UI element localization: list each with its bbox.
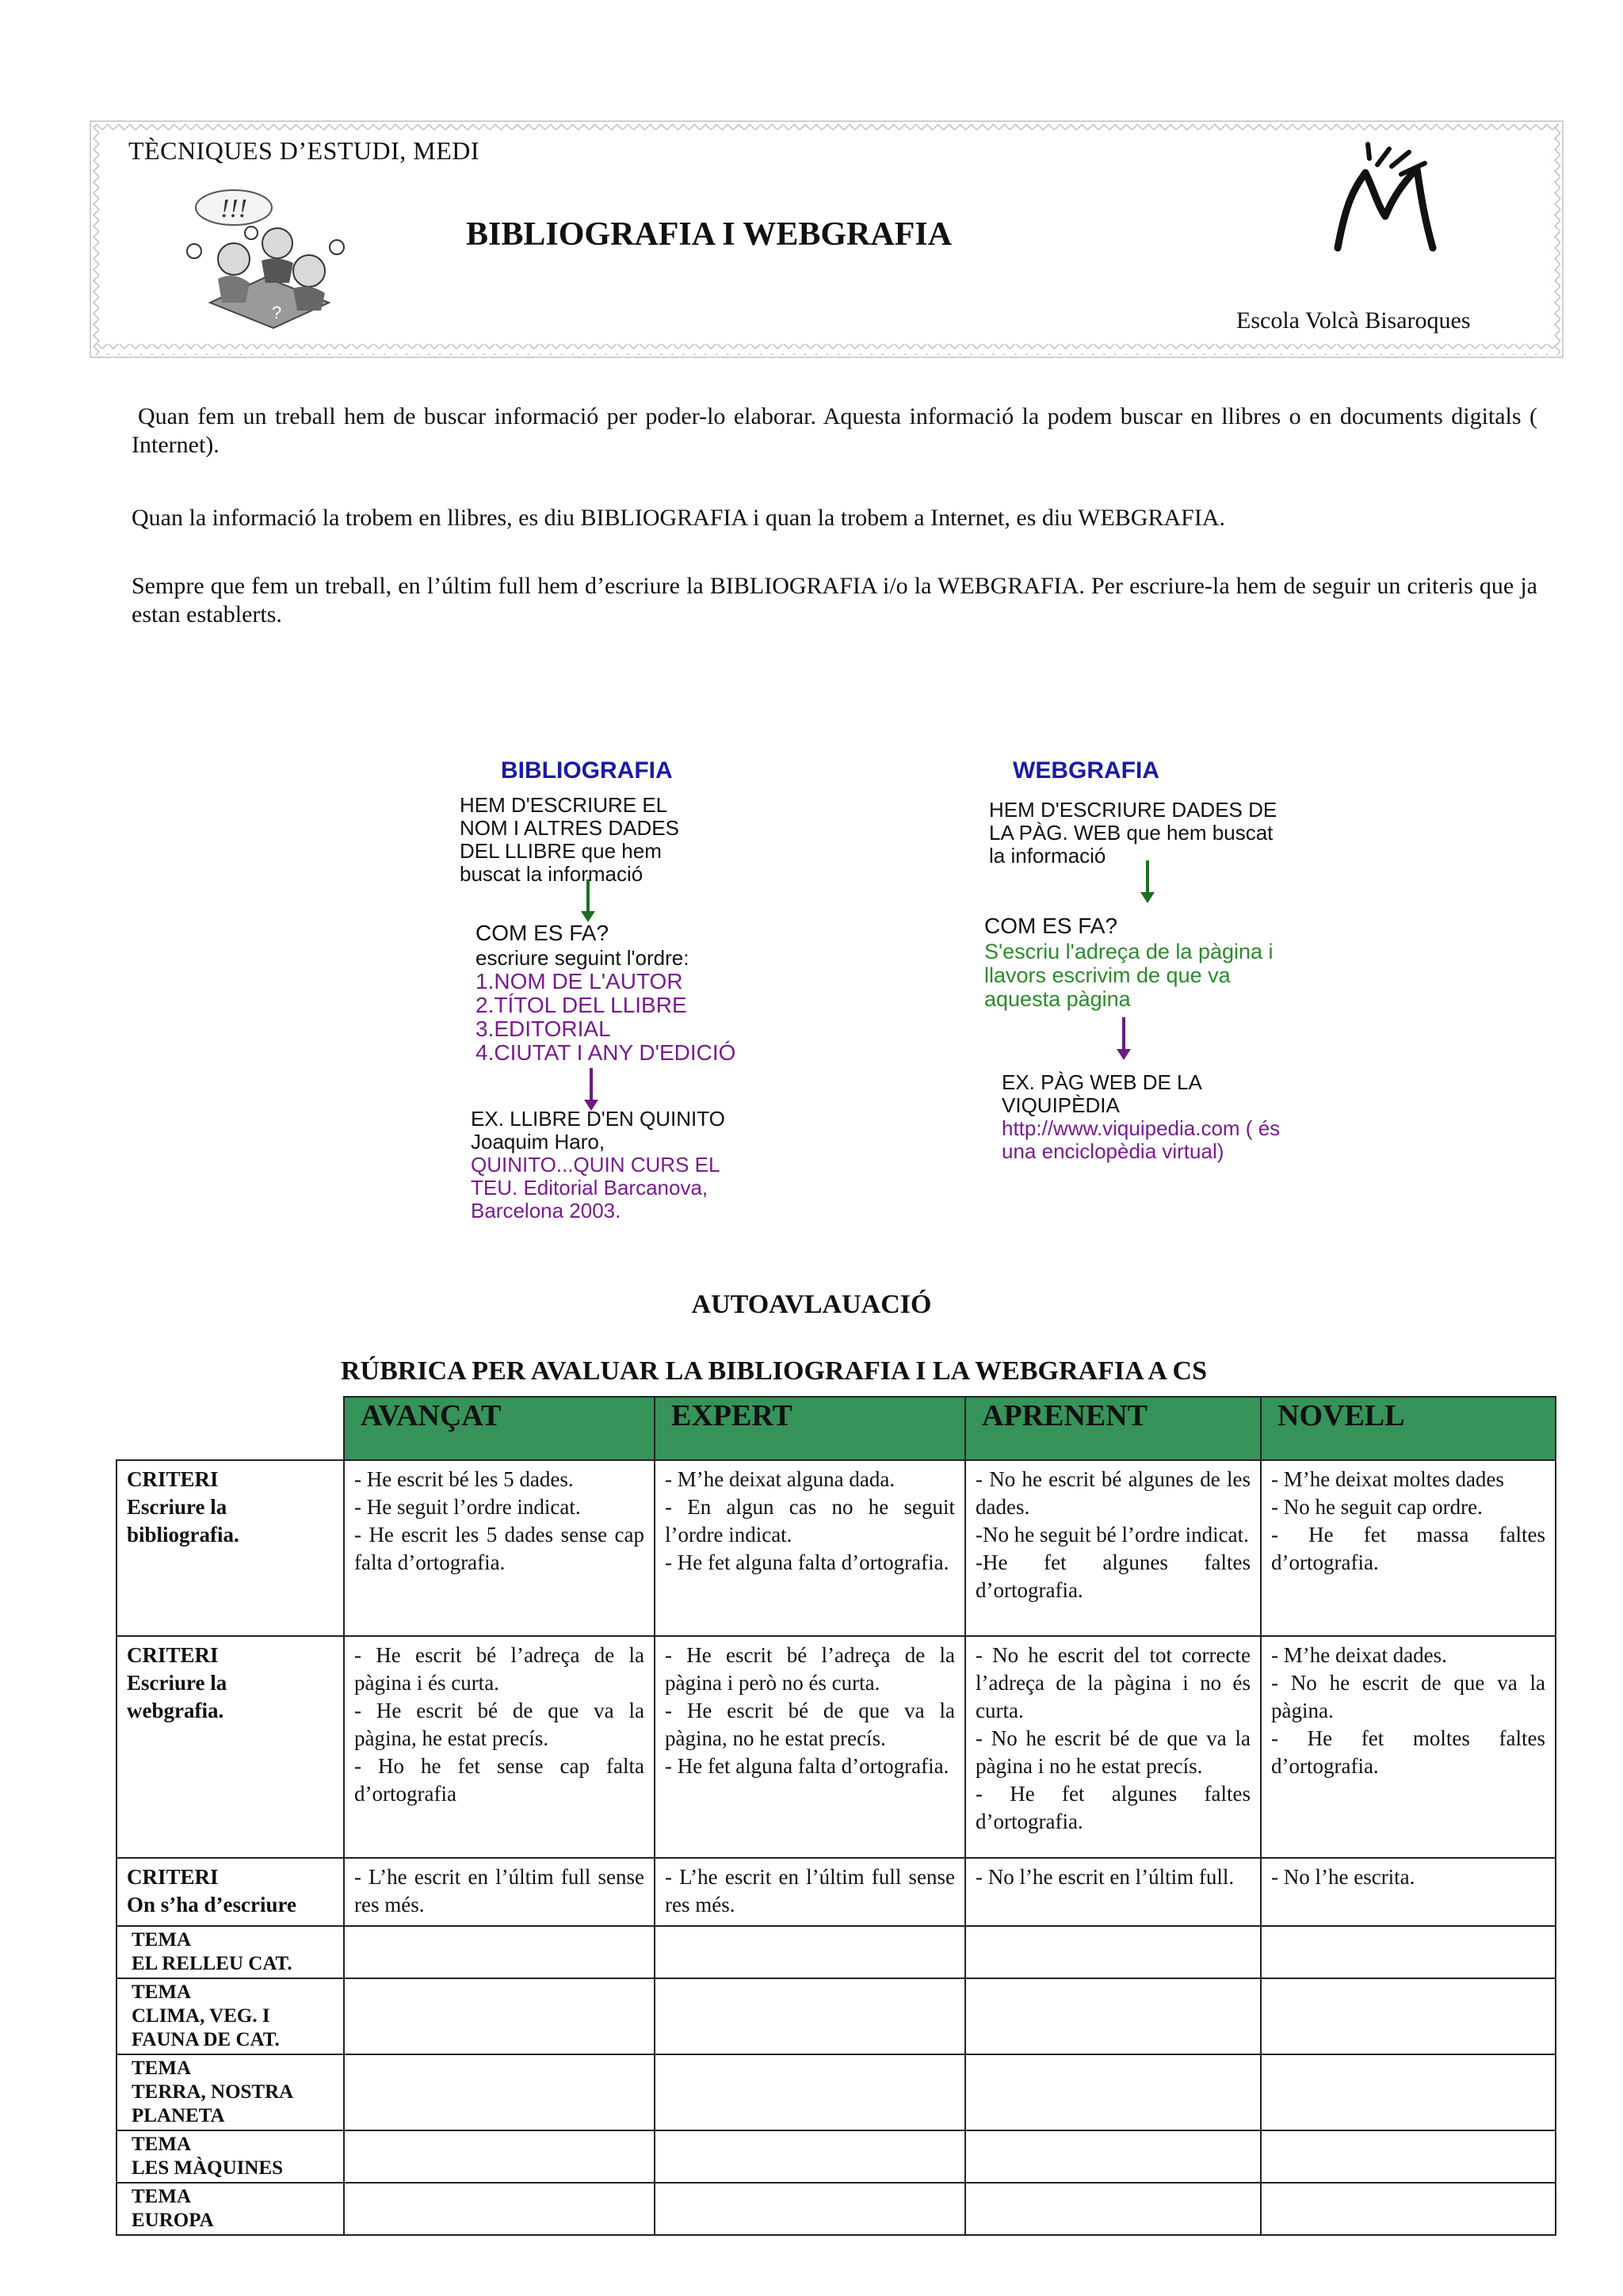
table-row <box>116 2054 1556 2130</box>
tema-cell: TEMA TERRA, NOSTRA PLANETA <box>116 2054 344 2130</box>
tema-cell: TEMA CLIMA, VEG. I FAUNA DE CAT. <box>116 1978 344 2054</box>
diagram-bibliografia-how-title: COM ES FA? <box>475 921 609 945</box>
empty-cell[interactable] <box>655 2183 965 2235</box>
table-row <box>116 2130 1556 2183</box>
table-row <box>116 1636 1556 1858</box>
page-title: BIBLIOGRAFIA I WEBGRAFIA <box>466 216 953 253</box>
table-row <box>116 1858 1556 1926</box>
empty-cell[interactable] <box>655 2054 965 2130</box>
empty-cell[interactable] <box>1261 2130 1556 2183</box>
diagram-bibliografia-how-sub: escriure seguint l'ordre: <box>475 946 689 970</box>
diagram-webgrafia-example: http://www.viquipedia.com ( és una enciclopèdia virtual) <box>1002 1116 1281 1163</box>
tema-cell: TEMA LES MÀQUINES <box>116 2130 344 2183</box>
empty-cell[interactable] <box>344 2183 655 2235</box>
rubric-table <box>116 1396 1556 2236</box>
rubric-cell: - He escrit bé l’adreça de la pàgina i és curta. - He escrit bé de que va la pàgina, he estat precís. - Ho he fet sense cap falta d’ortografia <box>344 1636 655 1858</box>
empty-cell[interactable] <box>655 2130 965 2183</box>
empty-cell[interactable] <box>655 1926 965 1978</box>
empty-cell[interactable] <box>344 2130 655 2183</box>
rubric-cell: - No he escrit del tot correcte l’adreça de la pàgina i no és curta. - No he escrit bé de que va la pàgina i no he estat precís. - He fet algunes faltes d’ortografia. <box>965 1636 1261 1858</box>
section-title: AUTOAVLAUACIÓ <box>691 1290 932 1319</box>
empty-cell[interactable] <box>965 1978 1261 2054</box>
criterion-cell: CRITERI Escriure la webgrafia. <box>116 1636 344 1858</box>
rubric-cell: - He escrit bé les 5 dades. - He seguit l’ordre indicat. - He escrit les 5 dades sense cap falta d’ortografia. <box>344 1460 655 1636</box>
rubric-cell: - M’he deixat alguna dada. - En algun cas no he seguit l’ordre indicat. - He fet alguna falta d’ortografia. <box>655 1460 965 1636</box>
empty-cell[interactable] <box>965 2183 1261 2235</box>
rubric-cell: - L’he escrit en l’últim full sense res més. <box>655 1858 965 1926</box>
empty-cell[interactable] <box>1261 1978 1556 2054</box>
tema-cell: TEMA EUROPA <box>116 2183 344 2235</box>
school-name: Escola Volcà Bisaroques <box>1236 307 1471 334</box>
rubric-cell: - M’he deixat moltes dades - No he seguit cap ordre. - He fet massa faltes d’ortografia. <box>1261 1460 1556 1636</box>
school-logo <box>1322 141 1441 256</box>
rubric-cell: - No l’he escrit en l’últim full. <box>965 1858 1261 1926</box>
rubric-cell: - L’he escrit en l’últim full sense res més. <box>344 1858 655 1926</box>
diagram-webgrafia-title: WEBGRAFIA <box>1013 757 1159 784</box>
level-header-avancat: AVANÇAT <box>344 1397 655 1460</box>
level-header-aprenent: APRENENT <box>965 1397 1261 1460</box>
table-header-row <box>116 1397 1556 1460</box>
empty-cell[interactable] <box>1261 1926 1556 1978</box>
green-arrow-icon <box>579 879 598 924</box>
diagram-bibliografia-example-title: EX. LLIBRE D'EN QUINITO <box>471 1107 725 1131</box>
kids-thinking-illustration <box>178 184 353 334</box>
empty-cell[interactable] <box>1261 2183 1556 2235</box>
table-row <box>116 1978 1556 2054</box>
diagram-bibliografia-intro: HEM D'ESCRIURE EL NOM I ALTRES DADES DEL LLIBRE que hem buscat la informació <box>460 793 679 886</box>
empty-cell[interactable] <box>344 2054 655 2130</box>
subject-heading: TÈCNIQUES D’ESTUDI, MEDI <box>128 136 480 165</box>
purple-arrow-icon <box>1114 1017 1133 1062</box>
svg-text:?: ? <box>272 303 282 322</box>
rubric-cell: - No he escrit bé algunes de les dades. -No he seguit bé l’ordre indicat. -He fet algunes faltes d’ortografia. <box>965 1460 1261 1636</box>
rubric-cell: - No l’he escrita. <box>1261 1858 1556 1926</box>
intro-paragraph-1: Quan fem un treball hem de buscar informació per poder-lo elaborar. Aquesta informació la podem buscar en llibres o en documents digitals ( Internet). <box>132 403 1537 458</box>
table-row <box>116 2183 1556 2235</box>
diagram-webgrafia-intro: HEM D'ESCRIURE DADES DE LA PÀG. WEB que hem buscat la informació <box>989 798 1277 868</box>
empty-cell[interactable] <box>1261 2054 1556 2130</box>
rubric-cell: - M’he deixat dades. - No he escrit de que va la pàgina. - He fet moltes faltes d’ortografia. <box>1261 1636 1556 1858</box>
empty-cell[interactable] <box>344 1926 655 1978</box>
level-header-novell: NOVELL <box>1261 1397 1556 1460</box>
illustration-exclaim: !!! <box>220 194 247 223</box>
diagram-bibliografia-steps: 1.NOM DE L'AUTOR 2.TÍTOL DEL LLIBRE 3.EDITORIAL 4.CIUTAT I ANY D'EDICIÓ <box>475 969 736 1065</box>
diagram-webgrafia-how: S'escriu l'adreça de la pàgina i llavors escrivim de que va aquesta pàgina <box>984 940 1274 1011</box>
diagram-webgrafia-example-title: EX. PÀG WEB DE LA VIQUIPÈDIA <box>1002 1070 1202 1117</box>
criterion-cell: CRITERI On s’ha d’escriure <box>116 1858 344 1926</box>
empty-cell[interactable] <box>655 1978 965 2054</box>
empty-cell[interactable] <box>965 1926 1261 1978</box>
diagram-bibliografia-example: QUINITO...QUIN CURS EL TEU. Editorial Barcanova, Barcelona 2003. <box>471 1153 720 1222</box>
empty-cell[interactable] <box>344 1978 655 2054</box>
empty-cell[interactable] <box>965 2130 1261 2183</box>
tema-cell: TEMA EL RELLEU CAT. <box>116 1926 344 1978</box>
rubric-title: RÚBRICA PER AVALUAR LA BIBLIOGRAFIA I LA WEBGRAFIA A CS <box>341 1356 1208 1386</box>
diagram-bibliografia-example-author: Joaquim Haro, <box>471 1130 605 1154</box>
diagram-bibliografia-title: BIBLIOGRAFIA <box>501 757 673 784</box>
green-arrow-icon <box>1138 860 1157 905</box>
diagram-webgrafia-how-title: COM ES FA? <box>984 913 1118 938</box>
level-header-expert: EXPERT <box>655 1397 965 1460</box>
intro-paragraph-3: Sempre que fem un treball, en l’últim full hem d’escriure la BIBLIOGRAFIA i/o la WEBGRAFIA. Per escriure-la hem de seguir un criteris que ja estan establerts. <box>132 573 1537 627</box>
purple-arrow-icon <box>582 1068 601 1112</box>
rubric-cell: - He escrit bé l’adreça de la pàgina i però no és curta. - He escrit bé de que va la pàgina, no he estat precís. - He fet alguna falta d’ortografia. <box>655 1636 965 1858</box>
intro-paragraph-2: Quan la informació la trobem en llibres, es diu BIBLIOGRAFIA i quan la trobem a Internet, es diu WEBGRAFIA. <box>132 505 1225 531</box>
criterion-cell: CRITERI Escriure la bibliografia. <box>116 1460 344 1636</box>
table-row <box>116 1926 1556 1978</box>
table-row <box>116 1460 1556 1636</box>
table-header-empty <box>116 1397 344 1460</box>
empty-cell[interactable] <box>965 2054 1261 2130</box>
